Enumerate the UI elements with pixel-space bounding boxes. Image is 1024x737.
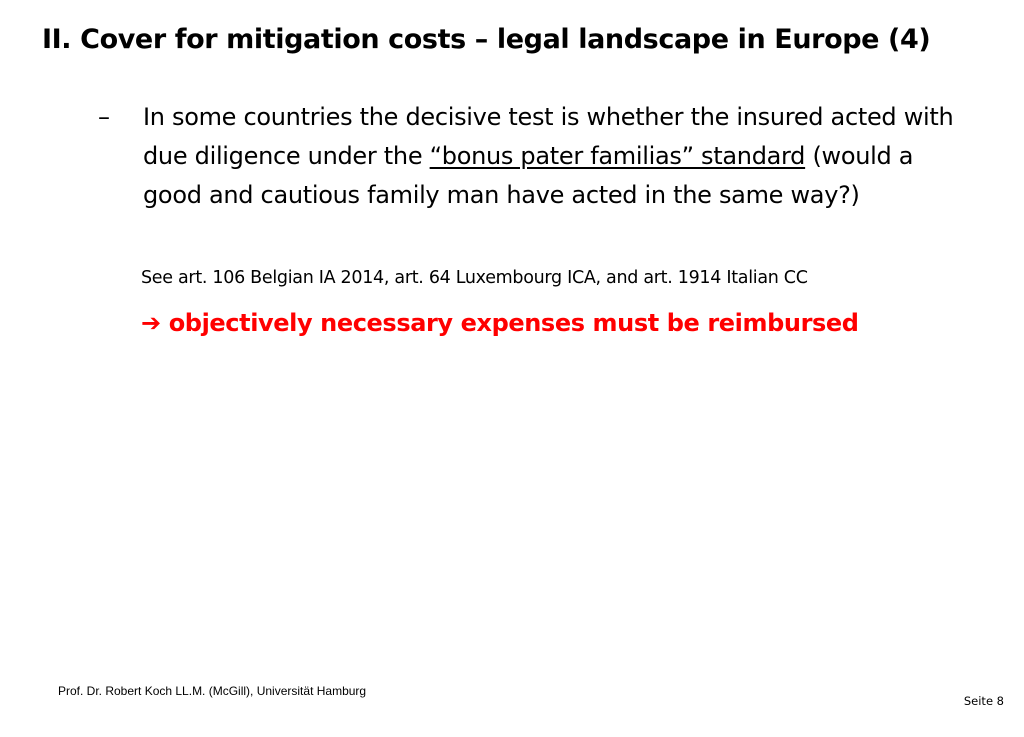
- legal-reference: See art. 106 Belgian IA 2014, art. 64 Luxembourg ICA, and art. 1914 Italian CC: [141, 268, 808, 288]
- bullet-text-before: In some countries the decisive test is whether the insured acted with due diligence under the: [143, 103, 954, 170]
- bullet-text: [143, 98, 958, 215]
- bullet-text-after: (would a good and cautious family man have acted in the same way?): [143, 142, 914, 209]
- footer-author: Prof. Dr. Robert Koch LL.M. (McGill), Universität Hamburg: [58, 684, 367, 698]
- right-arrow-icon: ➔: [141, 309, 161, 337]
- slide-title: II. Cover for mitigation costs – legal landscape in Europe (4): [42, 24, 931, 55]
- bullet-item: [98, 98, 958, 215]
- conclusion-line: [141, 309, 859, 337]
- page-number: Seite 8: [963, 694, 1004, 708]
- bullet-dash-icon: –: [98, 103, 110, 131]
- bullet-text-underlined: “bonus pater familias” standard: [429, 142, 806, 170]
- conclusion-text: objectively necessary expenses must be reimbursed: [168, 309, 859, 337]
